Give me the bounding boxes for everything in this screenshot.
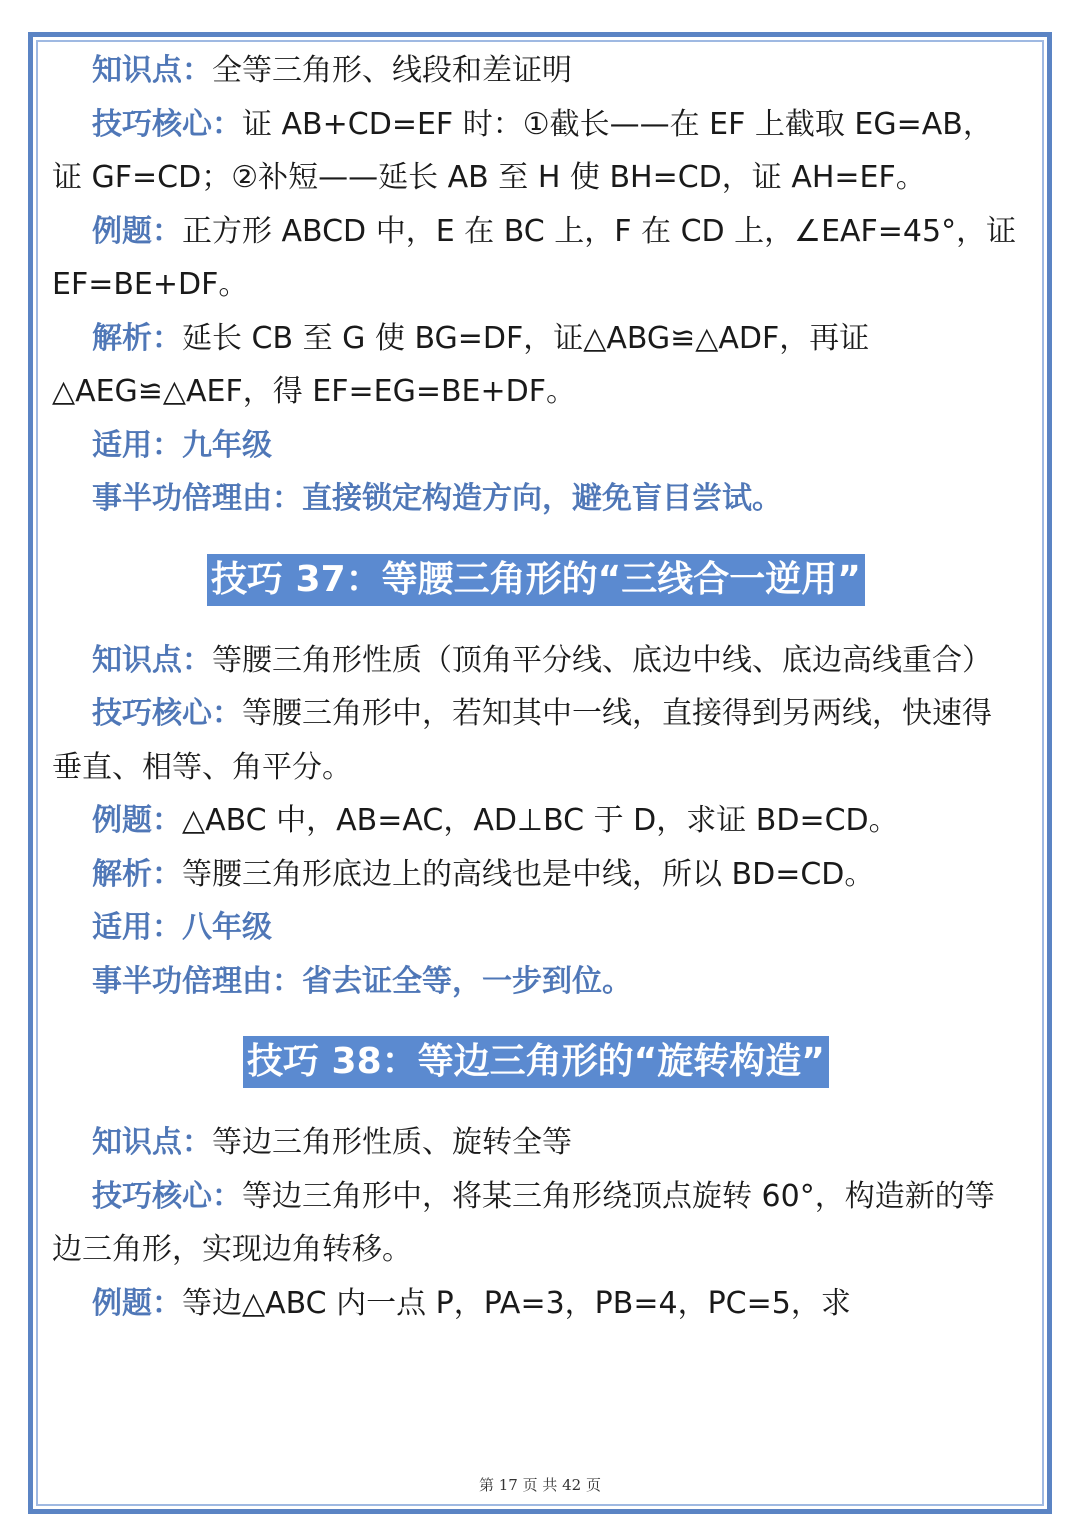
efficiency-reason: 事半功倍理由：省去证全等，一步到位。 <box>92 963 632 999</box>
efficiency-reason: 事半功倍理由：直接锁定构造方向，避免盲目尝试。 <box>92 481 782 516</box>
section-heading-38-wrap <box>52 1008 1020 1116</box>
section-heading-38: 技巧 38：等边三角形的“旋转构造” <box>243 1036 829 1088</box>
technique-core: 技巧核心：等边三角形中，将某三角形绕顶点旋转 60°，构造新的等边三角形，实现边角转移。 <box>52 1178 995 1267</box>
section-heading-37-wrap <box>52 526 1020 634</box>
section-heading-37: 技巧 37：等腰三角形的“三线合一逆用” <box>207 554 865 606</box>
knowledge-point: 知识点：等腰三角形性质（顶角平分线、底边中线、底边高线重合） <box>92 642 992 678</box>
example: 例题：等边△ABC 内一点 P，PA=3，PB=4，PC=5，求 <box>92 1285 851 1321</box>
example: 例题：正方形 ABCD 中，E 在 BC 上，F 在 CD 上，∠EAF=45°，证 EF=BE+DF。 <box>52 213 1017 302</box>
example: 例题：△ABC 中，AB=AC，AD⊥BC 于 D，求证 BD=CD。 <box>92 803 899 838</box>
technique-core: 技巧核心：证 AB+CD=EF 时：①截长——在 EF 上截取 EG=AB，证 GF=CD；②补短——延长 AB 至 H 使 BH=CD，证 AH=EF。 <box>52 106 993 195</box>
analysis: 解析：等腰三角形底边上的高线也是中线，所以 BD=CD。 <box>92 856 875 892</box>
technique-core: 技巧核心：等腰三角形中，若知其中一线，直接得到另两线，快速得垂直、相等、角平分。 <box>52 696 992 785</box>
applicable-grade: 适用：八年级 <box>92 910 272 945</box>
page-number-footer: 第 17 页 共 42 页 <box>478 1476 601 1494</box>
page-content <box>52 44 1020 1330</box>
knowledge-point: 知识点：等边三角形性质、旋转全等 <box>92 1125 572 1160</box>
applicable-grade: 适用：九年级 <box>92 427 272 463</box>
knowledge-point: 知识点：全等三角形、线段和差证明 <box>92 53 572 88</box>
analysis: 解析：延长 CB 至 G 使 BG=DF，证△ABG≌△ADF，再证△AEG≌△AEF，得 EF=EG=BE+DF。 <box>52 320 870 409</box>
